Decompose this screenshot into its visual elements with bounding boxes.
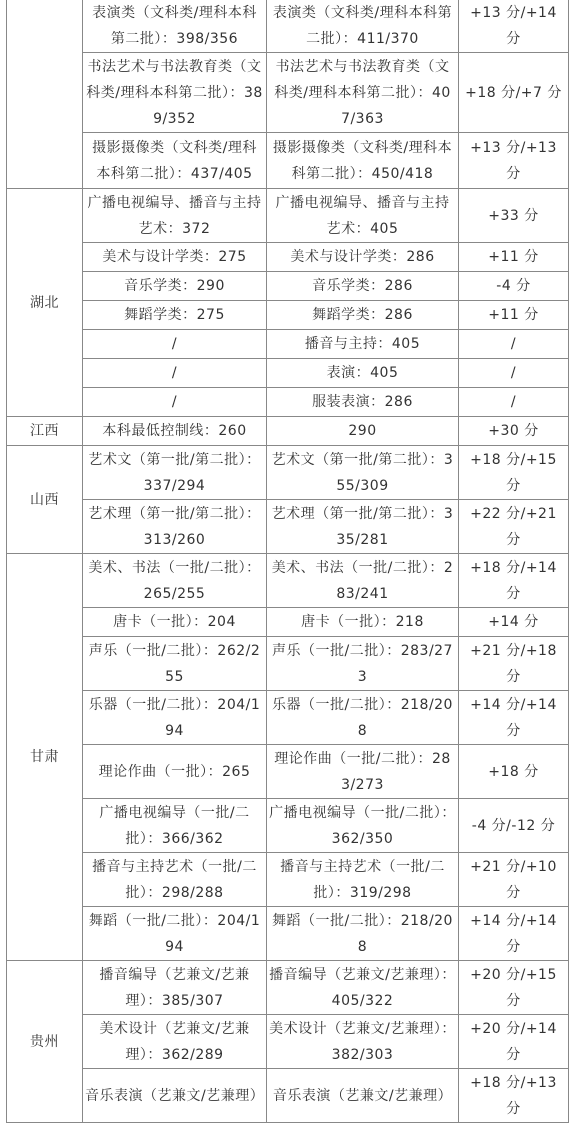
curr-score-cell: 舞蹈（一批/二批）：218/208 xyxy=(267,907,459,961)
diff-cell: / xyxy=(459,388,569,417)
table-row xyxy=(7,745,569,799)
table-row xyxy=(7,554,569,608)
province-cell: 贵州 xyxy=(7,961,83,1123)
table-row xyxy=(7,799,569,853)
curr-score-cell: 290 xyxy=(267,417,459,446)
table-row xyxy=(7,1015,569,1069)
diff-cell: +18 分/+15 分 xyxy=(459,446,569,500)
table-row xyxy=(7,907,569,961)
curr-score-cell: 播音与主持：405 xyxy=(267,330,459,359)
curr-score-cell: 艺术文（第一批/第二批）：355/309 xyxy=(267,446,459,500)
table-row xyxy=(7,608,569,637)
table-row xyxy=(7,330,569,359)
curr-score-cell: 服装表演：286 xyxy=(267,388,459,417)
table-row xyxy=(7,301,569,330)
diff-cell: +14 分 xyxy=(459,608,569,637)
prev-score-cell: 艺术理（第一批/第二批）：313/260 xyxy=(83,500,267,554)
prev-score-cell: 美术设计（艺兼文/艺兼理）：362/289 xyxy=(83,1015,267,1069)
diff-cell: +20 分/+15 分 xyxy=(459,961,569,1015)
prev-score-cell: 音乐表演（艺兼文/艺兼理） xyxy=(83,1069,267,1123)
province-cell: 湖北 xyxy=(7,189,83,417)
province-cell: 山西 xyxy=(7,446,83,554)
diff-cell: +33 分 xyxy=(459,189,569,243)
table-row xyxy=(7,1069,569,1123)
diff-cell: / xyxy=(459,330,569,359)
table-row xyxy=(7,417,569,446)
table-row xyxy=(7,961,569,1015)
province-cell xyxy=(7,0,83,189)
curr-score-cell: 乐器（一批/二批）：218/208 xyxy=(267,691,459,745)
diff-cell: +11 分 xyxy=(459,243,569,272)
table-row xyxy=(7,637,569,691)
diff-cell: +18 分/+13 分 xyxy=(459,1069,569,1123)
table-row xyxy=(7,500,569,554)
curr-score-cell: 理论作曲（一批/二批）：283/273 xyxy=(267,745,459,799)
curr-score-cell: 播音与主持艺术（一批/二批）：319/298 xyxy=(267,853,459,907)
prev-score-cell: 唐卡（一批）：204 xyxy=(83,608,267,637)
prev-score-cell: 广播电视编导、播音与主持艺术：372 xyxy=(83,189,267,243)
prev-score-cell: 音乐学类：290 xyxy=(83,272,267,301)
prev-score-cell: 广播电视编导（一批/二批）：366/362 xyxy=(83,799,267,853)
diff-cell: +13 分/+13 分 xyxy=(459,133,569,189)
curr-score-cell: 美术设计（艺兼文/艺兼理）：382/303 xyxy=(267,1015,459,1069)
diff-cell: +18 分/+14 分 xyxy=(459,554,569,608)
province-cell: 甘肃 xyxy=(7,554,83,961)
diff-cell: -4 分/-12 分 xyxy=(459,799,569,853)
diff-cell: +18 分 xyxy=(459,745,569,799)
table-row xyxy=(7,243,569,272)
prev-score-cell: 摄影摄像类（文科类/理科本科第二批）：437/405 xyxy=(83,133,267,189)
table-row xyxy=(7,691,569,745)
prev-score-cell: 书法艺术与书法教育类（文科类/理科本科第二批）：389/352 xyxy=(83,53,267,133)
prev-score-cell: 舞蹈（一批/二批）：204/194 xyxy=(83,907,267,961)
prev-score-cell: 美术与设计学类：275 xyxy=(83,243,267,272)
prev-score-cell: 表演类（文科类/理科本科第二批）：398/356 xyxy=(83,0,267,53)
prev-score-cell: / xyxy=(83,388,267,417)
curr-score-cell: 广播电视编导（一批/二批）：362/350 xyxy=(267,799,459,853)
prev-score-cell: 声乐（一批/二批）：262/255 xyxy=(83,637,267,691)
prev-score-cell: 播音编导（艺兼文/艺兼理）：385/307 xyxy=(83,961,267,1015)
prev-score-cell: 播音与主持艺术（一批/二批）：298/288 xyxy=(83,853,267,907)
diff-cell: +14 分/+14 分 xyxy=(459,907,569,961)
curr-score-cell: 表演：405 xyxy=(267,359,459,388)
prev-score-cell: 舞蹈学类：275 xyxy=(83,301,267,330)
curr-score-cell: 唐卡（一批）：218 xyxy=(267,608,459,637)
curr-score-cell: 摄影摄像类（文科类/理科本科第二批）：450/418 xyxy=(267,133,459,189)
diff-cell: +20 分/+14 分 xyxy=(459,1015,569,1069)
diff-cell: +30 分 xyxy=(459,417,569,446)
curr-score-cell: 声乐（一批/二批）：283/273 xyxy=(267,637,459,691)
province-cell: 江西 xyxy=(7,417,83,446)
diff-cell: +14 分/+14 分 xyxy=(459,691,569,745)
prev-score-cell: 乐器（一批/二批）：204/194 xyxy=(83,691,267,745)
diff-cell: +18 分/+7 分 xyxy=(459,53,569,133)
table-row xyxy=(7,853,569,907)
curr-score-cell: 舞蹈学类：286 xyxy=(267,301,459,330)
table-row xyxy=(7,359,569,388)
curr-score-cell: 美术、书法（一批/二批）：283/241 xyxy=(267,554,459,608)
curr-score-cell: 艺术理（第一批/第二批）：335/281 xyxy=(267,500,459,554)
curr-score-cell: 播音编导（艺兼文/艺兼理）：405/322 xyxy=(267,961,459,1015)
diff-cell: +13 分/+14 分 xyxy=(459,0,569,53)
table-row xyxy=(7,53,569,133)
prev-score-cell: 本科最低控制线：260 xyxy=(83,417,267,446)
prev-score-cell: 理论作曲（一批）：265 xyxy=(83,745,267,799)
prev-score-cell: 艺术文（第一批/第二批）：337/294 xyxy=(83,446,267,500)
diff-cell: +22 分/+21 分 xyxy=(459,500,569,554)
curr-score-cell: 表演类（文科类/理科本科第二批）：411/370 xyxy=(267,0,459,53)
table-row xyxy=(7,189,569,243)
prev-score-cell: 美术、书法（一批/二批）：265/255 xyxy=(83,554,267,608)
table-row xyxy=(7,133,569,189)
prev-score-cell: / xyxy=(83,330,267,359)
prev-score-cell: / xyxy=(83,359,267,388)
table-row xyxy=(7,446,569,500)
diff-cell: +11 分 xyxy=(459,301,569,330)
curr-score-cell: 音乐表演（艺兼文/艺兼理） xyxy=(267,1069,459,1123)
table-row xyxy=(7,0,569,53)
diff-cell: +21 分/+10 分 xyxy=(459,853,569,907)
diff-cell: / xyxy=(459,359,569,388)
diff-cell: +21 分/+18 分 xyxy=(459,637,569,691)
curr-score-cell: 广播电视编导、播音与主持艺术：405 xyxy=(267,189,459,243)
curr-score-cell: 书法艺术与书法教育类（文科类/理科本科第二批）：407/363 xyxy=(267,53,459,133)
table-row xyxy=(7,388,569,417)
curr-score-cell: 美术与设计学类：286 xyxy=(267,243,459,272)
table-row xyxy=(7,272,569,301)
score-table-body xyxy=(7,0,569,1123)
curr-score-cell: 音乐学类：286 xyxy=(267,272,459,301)
diff-cell: -4 分 xyxy=(459,272,569,301)
score-table xyxy=(6,0,569,1123)
